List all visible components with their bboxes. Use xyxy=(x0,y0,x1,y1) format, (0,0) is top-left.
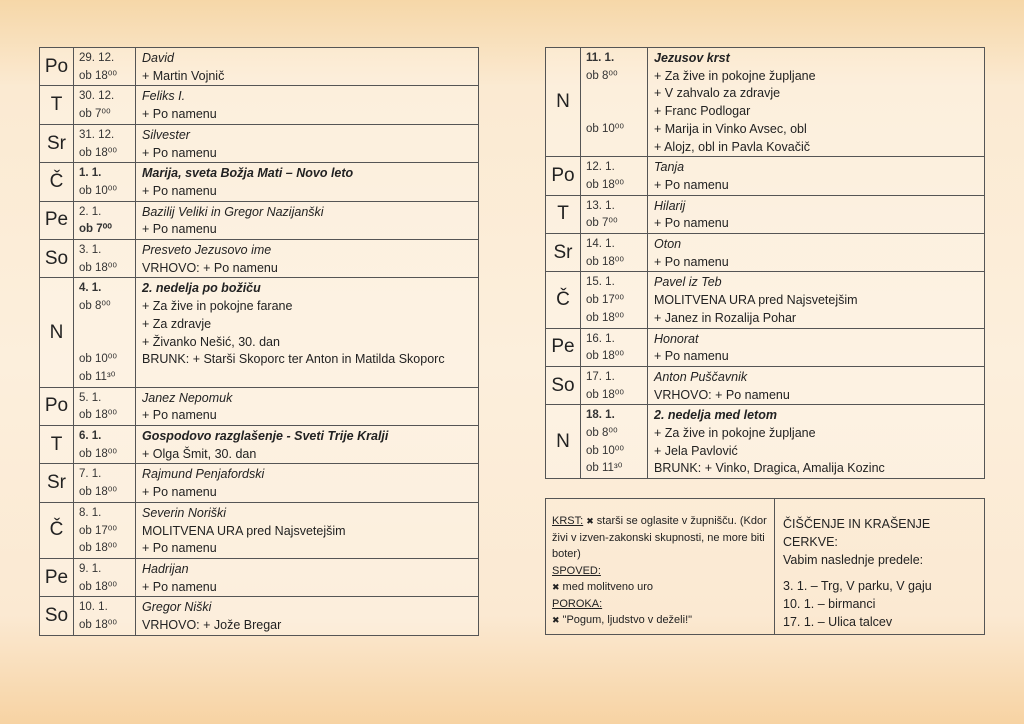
time-text: ob 18⁰⁰ xyxy=(586,255,624,268)
cleaning-item: 17. 1. – Ulica talcev xyxy=(783,615,893,629)
mass-intention: + Olga Šmit, 30. dan xyxy=(142,446,257,461)
feast-name: 2. nedelja po božiču xyxy=(142,281,261,296)
entries-cell xyxy=(136,426,478,463)
date-time-cell xyxy=(581,48,648,156)
date-text: 12. 1. xyxy=(586,161,615,174)
mass-intention: + Jela Pavlović xyxy=(654,443,738,458)
day-row xyxy=(40,426,478,464)
mass-intention: VRHOVO: + Po namenu xyxy=(142,260,278,275)
time-text: ob 8⁰⁰ xyxy=(586,427,618,440)
date-time-cell xyxy=(581,405,648,478)
time-text: ob 18⁰⁰ xyxy=(79,542,117,555)
time-text: ob 18⁰⁰ xyxy=(586,388,624,401)
date-time-cell xyxy=(74,278,136,386)
time-text: ob 8⁰⁰ xyxy=(79,300,111,313)
time-text: ob 7⁰⁰ xyxy=(79,223,112,236)
day-label: Sr xyxy=(40,125,74,162)
mass-intention: + Za žive in pokojne farane xyxy=(142,299,293,314)
feast-name: Oton xyxy=(654,237,682,252)
date-text: 7. 1. xyxy=(79,468,102,481)
date-time-cell xyxy=(74,426,136,463)
mass-intention: + Po namenu xyxy=(142,145,217,160)
time-text: ob 18⁰⁰ xyxy=(79,447,117,460)
mass-intention: + Po namenu xyxy=(654,177,729,192)
date-time-cell xyxy=(74,597,136,634)
day-row xyxy=(40,278,478,387)
date-text: 11. 1. xyxy=(586,52,615,64)
mass-intention: + Po namenu xyxy=(654,349,729,364)
feast-name: Presveto Jezusovo ime xyxy=(142,243,272,258)
mass-intention: BRUNK: + Starši Skoporc ter Anton in Matilda Skoporc xyxy=(142,352,445,367)
feast-name: Pavel iz Teb xyxy=(654,275,722,290)
time-text: ob 10⁰⁰ xyxy=(79,184,117,197)
mass-intention: + Po namenu xyxy=(142,222,217,237)
day-row xyxy=(40,48,478,86)
feast-name: Anton Puščavnik xyxy=(654,369,748,384)
day-label: Sr xyxy=(546,234,581,271)
feast-name: Gospodovo razglašenje - Sveti Trije Kralji xyxy=(142,429,389,444)
entries-cell xyxy=(648,234,984,271)
cross-mark-icon: ✖ xyxy=(552,582,560,592)
cross-mark-icon: ✖ xyxy=(586,516,594,526)
time-text: ob 10⁰⁰ xyxy=(586,122,624,135)
entries-cell xyxy=(648,405,984,478)
day-label: T xyxy=(40,426,74,463)
day-label: Č xyxy=(40,503,74,558)
sacraments-notes xyxy=(546,499,775,634)
date-time-cell xyxy=(74,388,136,425)
feast-name: Severin Noriški xyxy=(142,505,227,520)
time-text xyxy=(586,85,643,103)
date-time-cell xyxy=(74,559,136,596)
date-text: 13. 1. xyxy=(586,199,615,212)
mass-intention: + Po namenu xyxy=(142,579,217,594)
day-label: N xyxy=(546,48,581,156)
date-text: 2. 1. xyxy=(79,205,102,218)
date-text: 29. 12. xyxy=(79,52,115,64)
entries-cell xyxy=(136,48,478,85)
date-text: 9. 1. xyxy=(79,562,102,575)
day-label: T xyxy=(40,86,74,123)
cleaning-subtitle: Vabim naslednje predele: xyxy=(783,553,924,567)
day-label: Č xyxy=(546,272,581,327)
date-time-cell xyxy=(74,503,136,558)
mass-intention: + Marija in Vinko Avsec, obl xyxy=(654,121,807,136)
date-time-cell xyxy=(581,234,648,271)
date-time-cell xyxy=(581,272,648,327)
time-text: ob 18⁰⁰ xyxy=(79,486,117,499)
feast-name: 2. nedelja med letom xyxy=(654,408,777,423)
day-row xyxy=(546,48,984,157)
date-text: 15. 1. xyxy=(586,276,615,289)
date-text: 31. 12. xyxy=(79,128,115,141)
entries-cell xyxy=(136,464,478,501)
date-time-cell xyxy=(74,240,136,277)
krst-title: KRST: xyxy=(552,515,584,527)
feast-name: Jezusov krst xyxy=(654,51,730,65)
day-row xyxy=(546,272,984,328)
date-time-cell xyxy=(581,329,648,366)
day-label: So xyxy=(546,367,581,404)
date-text: 8. 1. xyxy=(79,506,102,519)
mass-intention: + Za zdravje xyxy=(142,316,212,331)
day-label: So xyxy=(40,240,74,277)
date-text: 3. 1. xyxy=(79,244,102,257)
mass-intention: + V zahvalo za zdravje xyxy=(654,86,781,101)
day-row xyxy=(546,196,984,234)
mass-intention: + Po namenu xyxy=(142,485,217,500)
day-row xyxy=(546,329,984,367)
date-time-cell xyxy=(74,125,136,162)
time-text: ob 18⁰⁰ xyxy=(79,69,117,82)
feast-name: Hilarij xyxy=(654,198,686,213)
day-label: Po xyxy=(40,48,74,85)
day-row xyxy=(40,464,478,502)
mass-intention: + Po namenu xyxy=(142,408,217,423)
day-label: N xyxy=(546,405,581,478)
feast-name: Hadrijan xyxy=(142,561,189,576)
day-row xyxy=(546,405,984,478)
date-time-cell xyxy=(74,163,136,200)
day-row xyxy=(546,234,984,272)
date-time-cell xyxy=(74,202,136,239)
cleaning-notes xyxy=(775,499,984,634)
date-text: 18. 1. xyxy=(586,409,615,422)
day-row xyxy=(40,388,478,426)
time-text: ob 18⁰⁰ xyxy=(79,580,117,593)
day-row xyxy=(40,559,478,597)
day-label: T xyxy=(546,196,581,233)
spoved-text: med molitveno uro xyxy=(562,581,654,593)
entries-cell xyxy=(136,240,478,277)
date-text: 16. 1. xyxy=(586,332,615,345)
day-row xyxy=(546,367,984,405)
entries-cell xyxy=(648,48,984,156)
cleaning-title: ČIŠČENJE IN KRAŠENJE CERKVE: xyxy=(783,517,931,549)
entries-cell xyxy=(136,388,478,425)
date-text: 4. 1. xyxy=(79,282,102,295)
cleaning-item: 3. 1. – Trg, V parku, V gaju xyxy=(783,579,932,593)
mass-intention: + Živanko Nešić, 30. dan xyxy=(142,334,280,349)
feast-name: Feliks I. xyxy=(142,89,186,104)
time-text xyxy=(79,316,131,334)
cleaning-item: 10. 1. – birmanci xyxy=(783,597,876,611)
feast-name: Honorat xyxy=(654,331,699,346)
time-text xyxy=(586,138,643,156)
day-row xyxy=(40,125,478,163)
entries-cell xyxy=(648,196,984,233)
entries-cell xyxy=(648,367,984,404)
time-text: ob 10⁰⁰ xyxy=(79,353,117,366)
time-text: ob 11³⁰ xyxy=(79,370,116,383)
feast-name: Silvester xyxy=(142,127,190,142)
day-label: So xyxy=(40,597,74,634)
day-label: Pe xyxy=(546,329,581,366)
feast-name: Janez Nepomuk xyxy=(142,390,233,405)
date-time-cell xyxy=(74,48,136,85)
mass-intention: BRUNK: + Vinko, Dragica, Amalija Kozinc xyxy=(654,461,885,476)
spoved-title: SPOVED: xyxy=(552,564,601,577)
date-text: 5. 1. xyxy=(79,391,102,404)
mass-intention: + Po namenu xyxy=(654,254,729,269)
notes-box xyxy=(545,498,985,635)
mass-intention: MOLITVENA URA pred Najsvetejšim xyxy=(142,523,346,538)
day-label: Po xyxy=(40,388,74,425)
poroka-title: POROKA: xyxy=(552,597,603,610)
entries-cell xyxy=(648,272,984,327)
krst-text: starši se oglasite v župnišču. (Kdor živi v izven-zakonski skupnosti, ne more biti boter) xyxy=(552,515,767,560)
entries-cell xyxy=(136,86,478,123)
date-time-cell xyxy=(581,157,648,194)
date-text: 14. 1. xyxy=(586,238,615,251)
day-row xyxy=(546,157,984,195)
time-text: ob 17⁰⁰ xyxy=(586,294,624,307)
date-text: 6. 1. xyxy=(79,430,102,443)
schedule-right-column xyxy=(545,47,985,479)
day-row xyxy=(40,597,478,634)
day-label: Pe xyxy=(40,559,74,596)
feast-name: Marija, sveta Božja Mati – Novo leto xyxy=(142,166,354,181)
day-label: Sr xyxy=(40,464,74,501)
date-text: 30. 12. xyxy=(79,90,115,103)
time-text: ob 18⁰⁰ xyxy=(79,261,117,274)
time-text: ob 11³⁰ xyxy=(586,462,623,475)
feast-name: Rajmund Penjafordski xyxy=(142,467,265,482)
feast-name: Tanja xyxy=(654,160,685,175)
date-time-cell xyxy=(581,196,648,233)
date-time-cell xyxy=(74,464,136,501)
mass-intention: + Za žive in pokojne župljane xyxy=(654,426,816,441)
time-text: ob 18⁰⁰ xyxy=(586,311,624,324)
entries-cell xyxy=(136,278,478,386)
time-text: ob 8⁰⁰ xyxy=(586,69,618,82)
mass-intention: + Po namenu xyxy=(654,216,729,231)
feast-name: David xyxy=(142,51,174,65)
poroka-text: "Pogum, ljudstvo v deželi!" xyxy=(562,614,693,626)
day-label: Č xyxy=(40,163,74,200)
mass-intention: + Franc Podlogar xyxy=(654,104,751,119)
entries-cell xyxy=(648,157,984,194)
time-text: ob 18⁰⁰ xyxy=(586,178,624,191)
date-text: 10. 1. xyxy=(79,601,108,614)
cross-mark-icon: ✖ xyxy=(552,615,560,625)
day-row xyxy=(40,86,478,124)
mass-intention: VRHOVO: + Po namenu xyxy=(654,387,790,402)
mass-intention: + Janez in Rozalija Pohar xyxy=(654,310,797,325)
entries-cell xyxy=(136,163,478,200)
date-time-cell xyxy=(581,367,648,404)
entries-cell xyxy=(648,329,984,366)
time-text xyxy=(79,334,131,352)
mass-intention: + Po namenu xyxy=(142,107,217,122)
mass-intention: + Po namenu xyxy=(142,183,217,198)
day-label: Po xyxy=(546,157,581,194)
time-text: ob 7⁰⁰ xyxy=(586,217,618,230)
time-text xyxy=(586,103,643,121)
time-text: ob 18⁰⁰ xyxy=(586,350,624,363)
feast-name: Bazilij Veliki in Gregor Nazijanški xyxy=(142,204,324,219)
time-text: ob 18⁰⁰ xyxy=(79,146,117,159)
schedule-left-column xyxy=(39,47,479,636)
entries-cell xyxy=(136,597,478,634)
date-text: 1. 1. xyxy=(79,167,102,180)
day-row xyxy=(40,503,478,559)
day-row xyxy=(40,240,478,278)
mass-intention: + Martin Vojnič xyxy=(142,68,225,83)
entries-cell xyxy=(136,202,478,239)
time-text: ob 18⁰⁰ xyxy=(79,409,117,422)
day-row xyxy=(40,202,478,240)
mass-intention: + Po namenu xyxy=(142,541,217,556)
mass-intention: + Alojz, obl in Pavla Kovačič xyxy=(654,139,810,154)
entries-cell xyxy=(136,559,478,596)
feast-name: Gregor Niški xyxy=(142,600,212,615)
time-text: ob 18⁰⁰ xyxy=(79,619,117,632)
mass-intention: MOLITVENA URA pred Najsvetejšim xyxy=(654,293,858,308)
entries-cell xyxy=(136,125,478,162)
day-row xyxy=(40,163,478,201)
entries-cell xyxy=(136,503,478,558)
mass-intention: + Za žive in pokojne župljane xyxy=(654,68,816,83)
day-label: Pe xyxy=(40,202,74,239)
day-label: N xyxy=(40,278,74,386)
mass-intention: VRHOVO: + Jože Bregar xyxy=(142,618,282,633)
time-text: ob 7⁰⁰ xyxy=(79,108,111,121)
time-text: ob 17⁰⁰ xyxy=(79,524,117,537)
date-time-cell xyxy=(74,86,136,123)
date-text: 17. 1. xyxy=(586,370,615,383)
time-text: ob 10⁰⁰ xyxy=(586,444,624,457)
